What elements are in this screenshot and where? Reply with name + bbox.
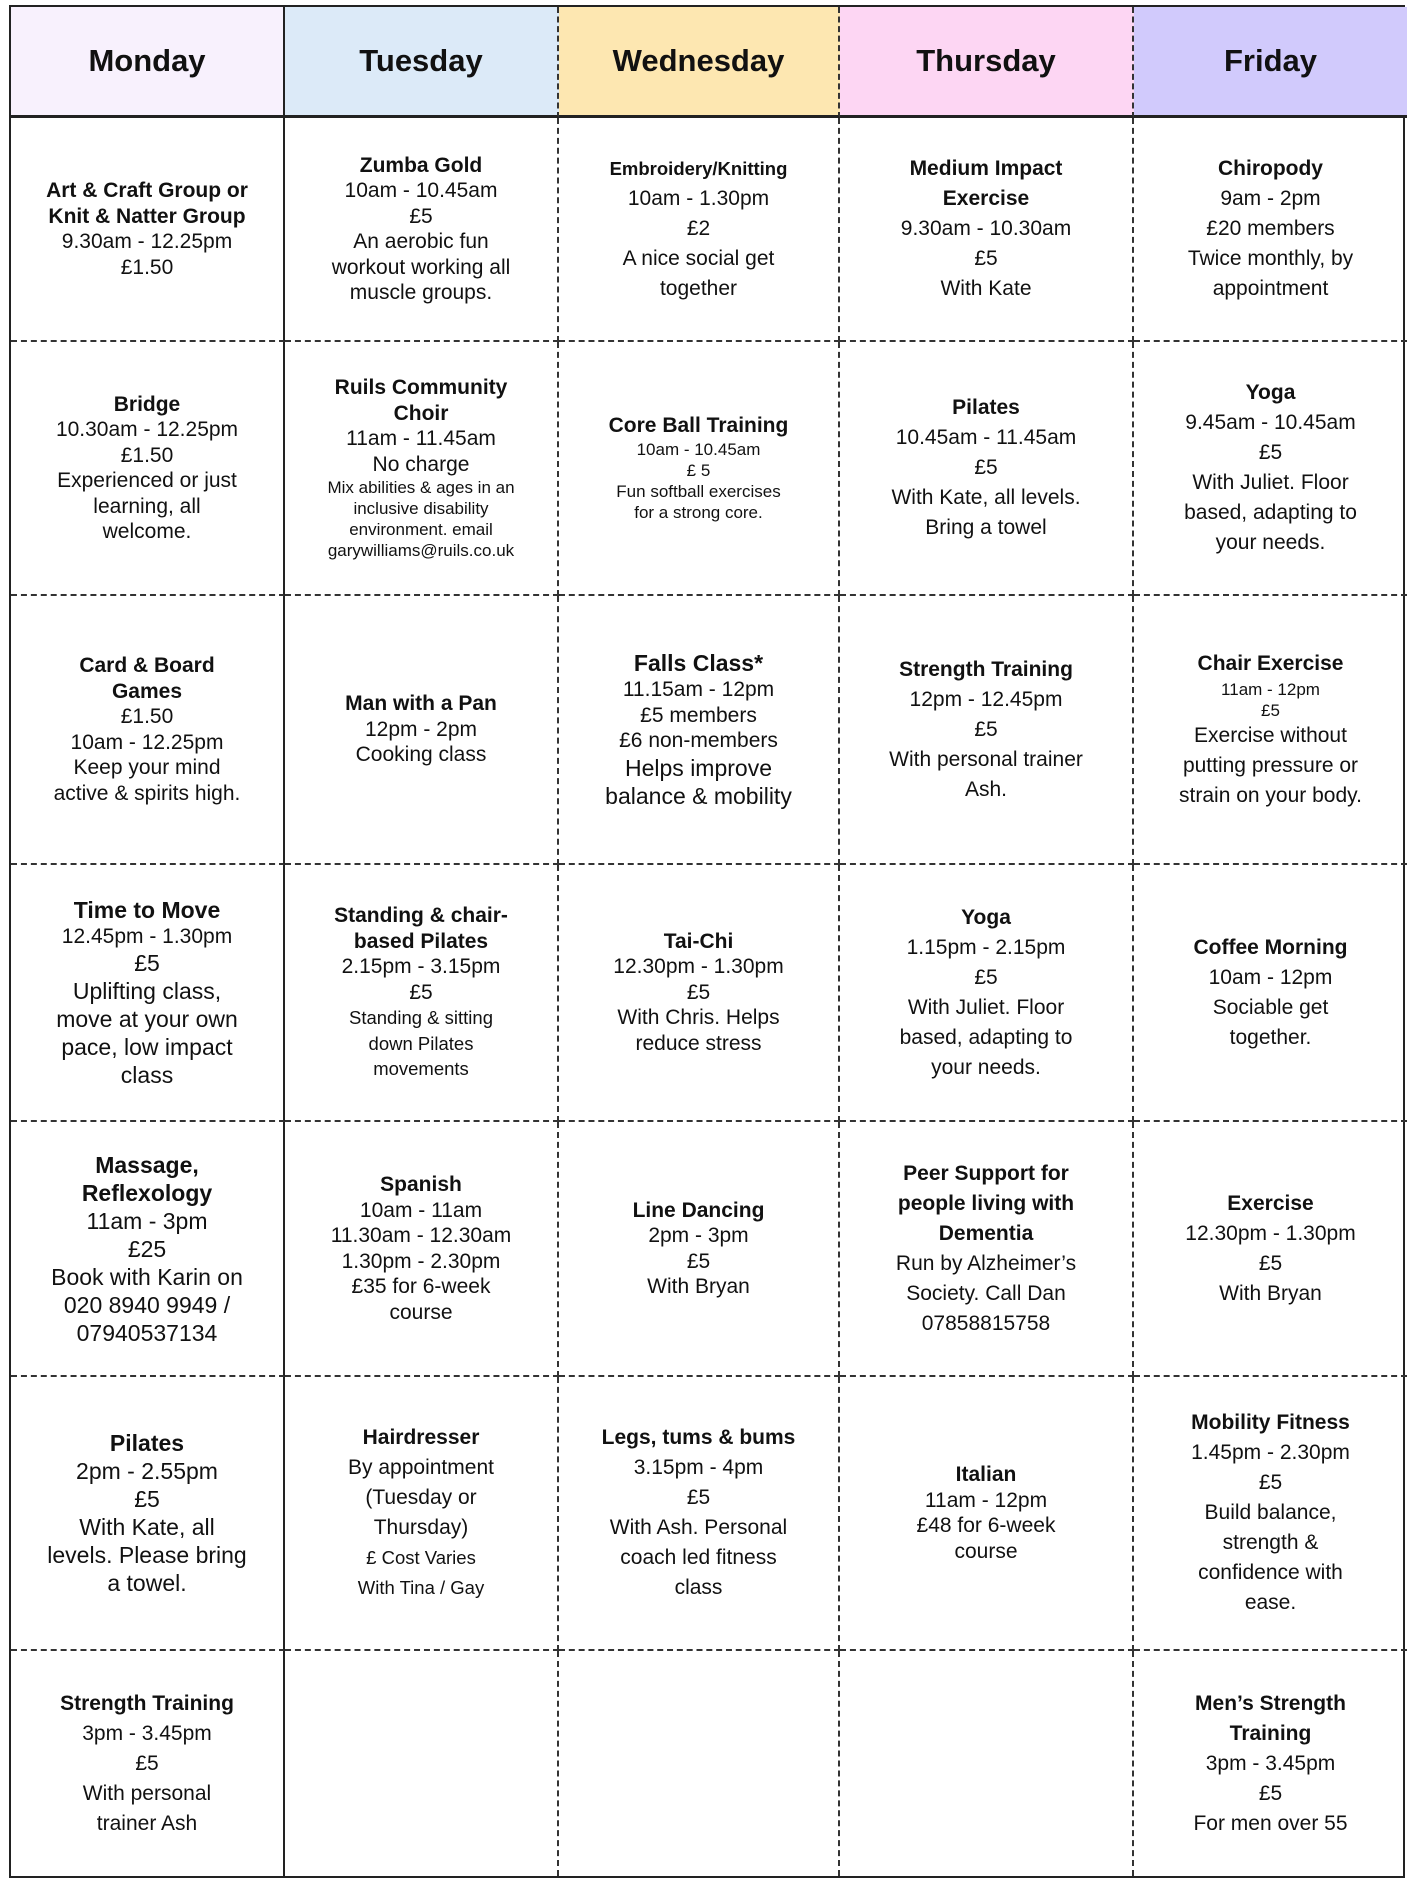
activity-detail: Dementia	[938, 1221, 1034, 1245]
activity-detail: movements	[373, 1058, 469, 1080]
activity-detail: £5	[1258, 1471, 1283, 1494]
activity-detail: garywilliams@ruils.co.uk	[327, 541, 515, 560]
activity-detail: Fun softball exercises	[616, 481, 781, 501]
activity-detail: 1.30pm - 2.30pm	[341, 1249, 501, 1273]
activity-title: Core Ball Training	[608, 414, 789, 438]
activity-detail: appointment	[1212, 277, 1329, 300]
activity-cell	[840, 118, 1134, 342]
activity-detail: Run by Alzheimer’s	[895, 1251, 1077, 1275]
activity-detail: down Pilates	[368, 1032, 474, 1054]
activity-cell	[1134, 342, 1407, 596]
activity-detail: With Bryan	[647, 1275, 750, 1298]
activity-cell	[1134, 865, 1407, 1122]
activity-detail: 12.45pm - 1.30pm	[61, 924, 233, 948]
activity-detail: 10am - 10.45am	[344, 179, 498, 202]
activity-detail: £48 for 6-week	[916, 1514, 1056, 1537]
activity-detail: Games	[111, 679, 183, 703]
activity-detail: £5	[135, 1751, 159, 1775]
activity-title: Yoga	[1245, 381, 1296, 404]
activity-cell	[285, 1122, 559, 1377]
activity-title: Chiropody	[1218, 157, 1323, 180]
activity-detail: 9.45am - 10.45am	[1185, 411, 1356, 434]
activity-detail: course	[954, 1539, 1018, 1563]
activity-detail: your needs.	[931, 1055, 1041, 1079]
activity-title: Mobility Fitness	[1191, 1411, 1350, 1434]
activity-title: Coffee Morning	[1193, 935, 1348, 959]
activity-cell	[1134, 1122, 1407, 1377]
day-header-tuesday: Tuesday	[285, 7, 559, 118]
activity-detail: learning, all	[93, 494, 201, 518]
activity-cell	[840, 342, 1134, 596]
activity-detail: With Juliet. Floor	[1192, 471, 1349, 494]
activity-detail: £5	[974, 717, 998, 741]
activity-detail: Reflexology	[81, 1179, 213, 1206]
activity-detail: £6 non-members	[619, 729, 778, 753]
activity-detail: 10.45am - 11.45am	[895, 426, 1077, 449]
activity-detail: £5	[974, 456, 998, 479]
activity-detail: 11am - 3pm	[86, 1207, 208, 1234]
activity-detail: 10am - 11am	[359, 1198, 483, 1222]
activity-detail: 12pm - 2pm	[364, 717, 478, 741]
activity-detail: class	[120, 1062, 174, 1089]
activity-cell	[285, 118, 559, 342]
activity-cell	[11, 596, 285, 865]
activity-title: Spanish	[380, 1173, 462, 1196]
activity-title: Zumba Gold	[359, 153, 483, 177]
activity-title: Men’s Strength	[1195, 1691, 1346, 1715]
activity-cell	[559, 865, 840, 1122]
activity-detail: active & spirits high.	[53, 781, 241, 805]
activity-detail: based, adapting to	[899, 1025, 1073, 1049]
activity-title: Strength Training	[60, 1691, 234, 1715]
activity-title: Card & Board	[79, 654, 215, 677]
activity-cell	[11, 865, 285, 1122]
activity-cell	[1134, 1651, 1407, 1876]
activity-title: Pilates	[109, 1430, 185, 1456]
activity-detail: £5	[134, 1486, 160, 1512]
activity-detail: Build balance,	[1204, 1501, 1337, 1524]
activity-detail: £1.50	[120, 705, 174, 728]
activity-title: Peer Support for	[903, 1161, 1069, 1185]
activity-detail: 11am - 12pm	[1221, 679, 1320, 699]
activity-detail: With personal trainer	[889, 747, 1083, 771]
activity-detail: workout working all	[331, 255, 511, 279]
activity-cell	[11, 1377, 285, 1651]
activity-cell	[285, 1377, 559, 1651]
activity-detail: Cooking class	[355, 743, 487, 767]
activity-detail: based Pilates	[353, 929, 489, 953]
activity-detail: pace, low impact	[61, 1034, 233, 1061]
activity-title: Strength Training	[899, 657, 1073, 681]
activity-detail: £5	[686, 980, 711, 1004]
activity-title: Pilates	[952, 396, 1020, 419]
activity-detail: 10.30am - 12.25pm	[55, 418, 239, 441]
activity-detail: 9.30am - 10.30am	[900, 217, 1072, 240]
activity-detail: 07858815758	[921, 1311, 1051, 1335]
activity-detail: 12.30pm - 1.30pm	[1185, 1221, 1356, 1245]
activity-title: Embroidery/Knitting	[609, 158, 788, 179]
activity-title: Tai-Chi	[663, 929, 734, 953]
empty-cell	[840, 1651, 1134, 1876]
activity-detail: £5	[686, 1486, 711, 1509]
activity-detail: £5	[1258, 1781, 1283, 1805]
activity-detail: A nice social get	[622, 247, 775, 270]
activity-detail: Ash.	[964, 777, 1008, 801]
activity-cell	[11, 342, 285, 596]
activity-cell	[840, 865, 1134, 1122]
activity-title: Hairdresser	[362, 1426, 480, 1449]
activity-cell	[559, 596, 840, 865]
activity-detail: 11.30am - 12.30am	[330, 1224, 512, 1247]
activity-detail: Bring a towel	[925, 516, 1047, 539]
activity-title: Ruils Community	[334, 376, 508, 399]
activity-detail: ease.	[1244, 1591, 1297, 1614]
activity-detail: 10am - 12.25pm	[70, 730, 224, 754]
activity-detail: An aerobic fun	[353, 230, 489, 253]
activity-detail: (Tuesday or	[365, 1486, 477, 1509]
activity-detail: £ Cost Varies	[366, 1547, 476, 1568]
activity-title: Medium Impact	[909, 157, 1063, 180]
activity-detail: your needs.	[1215, 531, 1326, 554]
activity-detail: environment. email	[349, 520, 493, 539]
activity-title: Massage,	[95, 1151, 199, 1178]
activity-detail: Exercise without	[1194, 723, 1347, 747]
activity-detail: Twice monthly, by	[1187, 247, 1354, 270]
activity-cell	[840, 1377, 1134, 1651]
activity-detail: Sociable get	[1212, 995, 1329, 1019]
activity-title: Legs, tums & bums	[601, 1426, 796, 1449]
activity-detail: 2pm - 3pm	[648, 1224, 749, 1247]
activity-detail: inclusive disability	[353, 499, 489, 518]
activity-cell	[840, 1122, 1134, 1377]
activity-detail: Helps improve	[625, 754, 772, 781]
activity-detail: reduce stress	[635, 1031, 762, 1055]
activity-detail: For men over 55	[1193, 1811, 1348, 1835]
activity-detail: £ 5	[686, 460, 711, 480]
activity-detail: 2pm - 2.55pm	[76, 1458, 218, 1484]
activity-title: Yoga	[961, 905, 1011, 929]
activity-detail: 12pm - 12.45pm	[909, 687, 1063, 711]
activity-detail: course	[389, 1300, 453, 1324]
activity-cell	[285, 342, 559, 596]
activity-detail: With Kate	[940, 277, 1032, 300]
activity-detail: With personal	[82, 1781, 212, 1805]
activity-detail: 10am - 1.30pm	[627, 187, 770, 210]
activity-detail: £25	[127, 1235, 167, 1262]
empty-cell	[559, 1651, 840, 1876]
activity-title: Line Dancing	[632, 1198, 765, 1222]
activity-detail: putting pressure or	[1182, 753, 1359, 777]
activity-detail: £5	[409, 204, 433, 228]
activity-detail: 3.15pm - 4pm	[633, 1456, 764, 1479]
activity-detail: Experienced or just	[57, 469, 237, 492]
activity-detail: Society. Call Dan	[906, 1281, 1066, 1305]
activity-detail: 3pm - 3.45pm	[82, 1721, 212, 1745]
activity-detail: coach led fitness	[620, 1546, 777, 1569]
activity-detail: 11.15am - 12pm	[622, 678, 775, 702]
activity-detail: 11am - 12pm	[924, 1488, 1048, 1512]
activity-detail: £20 members	[1206, 217, 1335, 240]
activity-detail: muscle groups.	[349, 281, 493, 304]
activity-detail: £2	[686, 217, 711, 240]
activity-cell	[559, 1377, 840, 1651]
activity-detail: levels. Please bring	[47, 1542, 247, 1568]
activity-detail: With Kate, all	[79, 1514, 215, 1540]
activity-detail: 07940537134	[76, 1319, 218, 1346]
activity-cell	[559, 1122, 840, 1377]
activity-detail: Uplifting class,	[72, 978, 222, 1005]
activity-title: Man with a Pan	[345, 692, 497, 716]
activity-detail: £5	[134, 950, 160, 977]
activity-title: Art & Craft Group or	[46, 179, 248, 202]
activity-detail: £5	[1258, 1251, 1283, 1275]
activity-cell	[11, 1651, 285, 1876]
activity-detail: £5 members	[640, 703, 757, 727]
weekly-timetable	[9, 5, 1405, 1878]
activity-detail: 12.30pm - 1.30pm	[613, 955, 784, 979]
activity-detail: £5	[974, 965, 998, 989]
activity-detail: 10am - 12pm	[1208, 965, 1333, 989]
activity-cell	[11, 1122, 285, 1377]
activity-detail: strain on your body.	[1179, 783, 1362, 807]
activity-detail: No charge	[372, 452, 470, 476]
activity-detail: based, adapting to	[1184, 501, 1357, 524]
activity-detail: together	[659, 277, 738, 300]
activity-detail: a towel.	[107, 1570, 187, 1596]
activity-detail: 9am - 2pm	[1220, 187, 1321, 210]
activity-title: Falls Class*	[633, 650, 764, 677]
activity-detail: £1.50	[120, 443, 174, 467]
activity-detail: 3pm - 3.45pm	[1205, 1751, 1336, 1775]
activity-detail: With Ash. Personal	[609, 1516, 788, 1539]
activity-detail: Standing & sitting	[349, 1007, 493, 1029]
activity-title: Exercise	[1227, 1191, 1314, 1215]
activity-cell	[1134, 1377, 1407, 1651]
activity-detail: £35 for 6-week	[351, 1275, 491, 1298]
activity-title: Standing & chair-	[334, 904, 508, 928]
activity-detail: By appointment	[348, 1456, 494, 1479]
activity-detail: With Kate, all levels.	[891, 486, 1081, 509]
activity-detail: 1.15pm - 2.15pm	[906, 935, 1066, 959]
activity-detail: Training	[1229, 1721, 1312, 1745]
activity-cell	[285, 596, 559, 865]
activity-detail: trainer Ash	[96, 1811, 198, 1835]
activity-title: Chair Exercise	[1197, 651, 1344, 675]
activity-detail: £5	[409, 980, 433, 1004]
activity-detail: Exercise	[942, 187, 1030, 210]
day-header-thursday: Thursday	[840, 7, 1134, 118]
activity-detail: 1.45pm - 2.30pm	[1191, 1441, 1350, 1464]
activity-detail: With Bryan	[1219, 1281, 1322, 1305]
activity-detail: move at your own	[56, 1006, 238, 1033]
activity-detail: Keep your mind	[73, 756, 221, 779]
day-header-friday: Friday	[1134, 7, 1407, 118]
activity-detail: Mix abilities & ages in an	[327, 478, 515, 497]
activity-detail: 10am - 10.45am	[636, 439, 761, 459]
activity-cell	[285, 865, 559, 1122]
activity-detail: £5	[1261, 700, 1280, 720]
activity-detail: 020 8940 9949 /	[63, 1291, 231, 1318]
activity-title: Italian	[955, 1463, 1017, 1486]
activity-detail: Book with Karin on	[51, 1263, 243, 1290]
activity-title: Bridge	[113, 392, 181, 416]
activity-detail: £5	[974, 247, 998, 270]
activity-detail: With Chris. Helps	[617, 1006, 780, 1030]
activity-detail: Choir	[393, 401, 449, 425]
empty-cell	[285, 1651, 559, 1876]
day-header-monday: Monday	[11, 7, 285, 118]
activity-detail: With Tina / Gay	[357, 1577, 485, 1598]
activity-detail: confidence with	[1198, 1561, 1343, 1584]
activity-detail: balance & mobility	[605, 782, 792, 809]
activity-detail: Thursday)	[373, 1516, 469, 1539]
activity-detail: for a strong core.	[634, 502, 763, 522]
activity-cell	[11, 118, 285, 342]
activity-detail: £1.50	[120, 255, 174, 279]
activity-cell	[559, 342, 840, 596]
activity-cell	[1134, 596, 1407, 865]
activity-detail: £5	[1258, 441, 1283, 464]
activity-cell	[840, 596, 1134, 865]
activity-detail: Knit & Natter Group	[48, 204, 246, 228]
activity-detail: 9.30am - 12.25pm	[61, 230, 233, 253]
activity-detail: welcome.	[102, 520, 192, 543]
activity-detail: strength &	[1222, 1531, 1319, 1554]
day-header-wednesday: Wednesday	[559, 7, 840, 118]
activity-detail: people living with	[897, 1191, 1075, 1215]
activity-detail: 2.15pm - 3.15pm	[341, 955, 501, 979]
activity-detail: 11am - 11.45am	[346, 427, 496, 450]
activity-cell	[559, 118, 840, 342]
activity-detail: £5	[686, 1249, 711, 1273]
activity-title: Time to Move	[73, 896, 221, 923]
activity-cell	[1134, 118, 1407, 342]
activity-detail: With Juliet. Floor	[907, 995, 1065, 1019]
activity-detail: together.	[1229, 1025, 1312, 1049]
activity-detail: class	[674, 1576, 723, 1599]
